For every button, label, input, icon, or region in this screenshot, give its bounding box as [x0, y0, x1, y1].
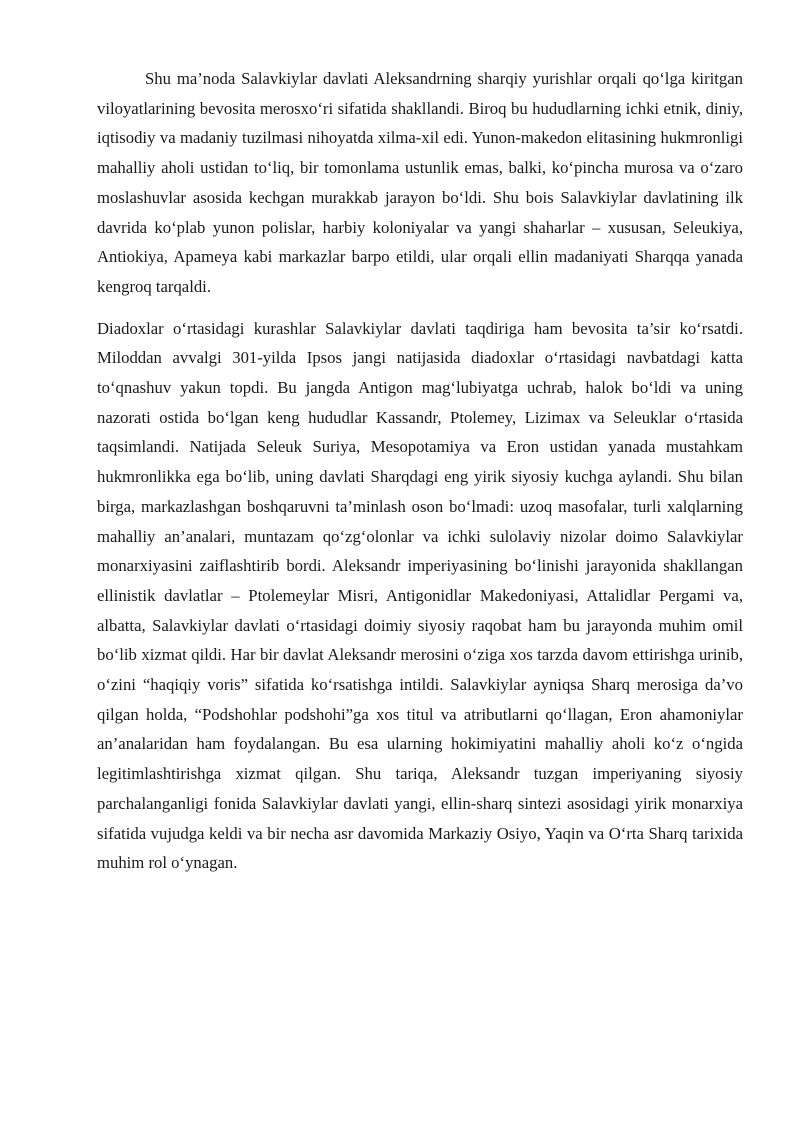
paragraph-seleucid-origins: Shu ma’noda Salavkiylar davlati Aleksandrning sharqiy yurishlar orqali qo‘lga kiritgan viloyatlarining bevosita merosxo‘ri sifatida shakllandi. Biroq bu hududlarning ichki etnik, diniy, iqtisodiy va madaniy tuzilmasi nihoyatda xilma-xil edi. Yunon-makedon elitasining hukmronligi mahalliy aholi ustidan to‘liq, bir tomonlama ustunlik emas, balki, ko‘pincha murosa va o‘zaro moslashuvlar asosida kechgan murakkab jarayon bo‘ldi. Shu bois Salavkiylar davlatining ilk davrida ko‘plab yunon polislar, harbiy koloniyalar va yangi shaharlar – xususan, Seleukiya, Antiokiya, Apameya kabi markazlar barpo etildi, ular orqali ellin madaniyati Sharqqa yanada kengroq tarqaldi.	[97, 69, 743, 296]
paragraph-diadochi-struggles: Diadoxlar o‘rtasidagi kurashlar Salavkiylar davlati taqdiriga ham bevosita ta’sir ko‘rsatdi. Miloddan avvalgi 301-yilda Ipsos jangi natijasida diadoxlar o‘rtasidagi navbatdagi katta to‘qnashuv yakun topdi. Bu jangda Antigon mag‘lubiyatga uchrab, halok bo‘ldi va uning nazorati ostida bo‘lgan keng hududlar Kassandr, Ptolemey, Lizimax va Seleuklar o‘rtasida taqsimlandi. Natijada Seleuk Suriya, Mesopotamiya va Eron ustidan yanada mustahkam hukmronlikka ega bo‘lib, uning davlati Sharqdagi eng yirik siyosiy kuchga aylandi. Shu bilan birga, markazlashgan boshqaruvni ta’minlash oson bo‘lmadi: uzoq masofalar, turli xalqlarning mahalliy an’analari, muntazam qo‘zg‘olonlar va ichki sulolaviy nizolar doimo Salavkiylar monarxiyasini zaiflashtirib bordi. Aleksandr imperiyasining bo‘linishi jarayonida shakllangan ellinistik davlatlar – Ptolemeylar Misri, Antigonidlar Makedoniyasi, Attalidlar Pergami va, albatta, Salavkiylar davlati o‘rtasidagi doimiy siyosiy raqobat ham bu jarayonda muhim omil bo‘lib xizmat qildi. Har bir davlat Aleksandr merosini o‘ziga xos tarzda davom ettirishga urinib, o‘zini “haqiqiy voris” sifatida ko‘rsatishga intildi. Salavkiylar ayniqsa Sharq merosiga da’vo qilgan holda, “Podshohlar podshohi”ga xos titul va atributlarni qo‘llagan, Eron ahamoniylar an’analaridan ham foydalangan. Bu esa ularning hokimiyatini mahalliy aholi ko‘z o‘ngida legitimlashtirishga xizmat qilgan. Shu tariqa, Aleksandr tuzgan imperiyaning siyosiy parchalanganligi fonida Salavkiylar davlati yangi, ellin-sharq sintezi asosidagi yirik monarxiya sifatida vujudga keldi va bir necha asr davomida Markaziy Osiyo, Yaqin va O‘rta Sharq tarixida muhim rol o‘ynagan.	[97, 318, 743, 873]
document-page	[97, 64, 743, 878]
